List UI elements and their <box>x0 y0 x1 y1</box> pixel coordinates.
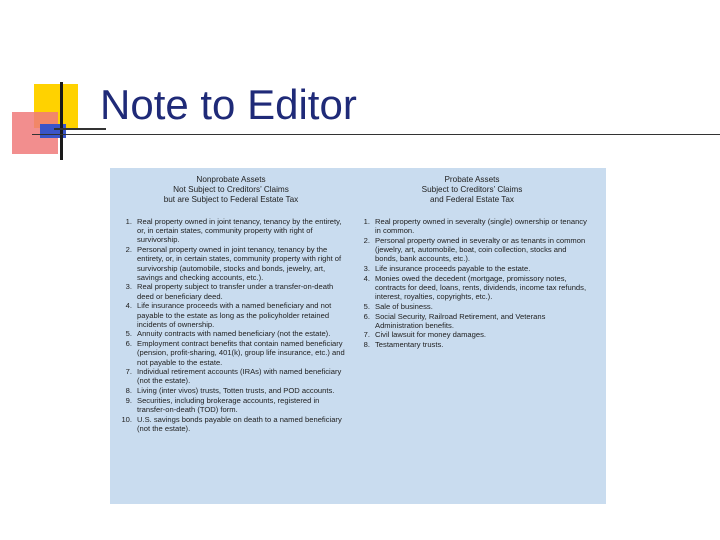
item-number: 6. <box>363 311 370 321</box>
nonprobate-item <box>116 339 346 367</box>
item-number: 1. <box>363 217 370 226</box>
nonprobate-heading: Nonprobate Assets Not Subject to Creditors’ Claims but are Subject to Federal Estate Tax <box>163 175 299 204</box>
probate-item <box>354 340 590 349</box>
item-number: 3. <box>125 282 132 292</box>
item-number: 8. <box>363 340 370 350</box>
item-text: Living (inter vivos) trusts, Totten trusts, and POD accounts. <box>137 386 335 396</box>
item-text: Personal property owned in joint tenancy, tenancy by the entirety, or, in certain states, community property with right of survivorship (automobile, stocks and bonds, jewelry, art, savings and checking accounts, etc.). <box>137 245 342 282</box>
nonprobate-item <box>116 245 346 282</box>
assets-table <box>110 168 606 504</box>
nonprobate-item <box>116 301 346 329</box>
item-number: 2. <box>125 245 132 255</box>
item-text: Individual retirement accounts (IRAs) with named beneficiary (not the estate). <box>137 367 342 386</box>
item-number: 4. <box>125 301 132 311</box>
item-number: 9. <box>125 395 132 405</box>
title-underline <box>32 134 720 135</box>
item-text: Personal property owned in severalty or as tenants in common (jewelry, art, automobile, boat, coin collection, stocks and bonds, bank accounts, etc.). <box>375 235 586 264</box>
probate-item <box>354 302 590 311</box>
item-text: Sale of business. <box>375 301 433 311</box>
item-number: 6. <box>125 339 132 349</box>
nonprobate-item <box>116 217 346 245</box>
item-number: 7. <box>125 367 132 377</box>
probate-item <box>354 264 590 273</box>
nonprobate-item <box>116 282 346 300</box>
item-number: 8. <box>125 386 132 396</box>
item-text: U.S. savings bonds payable on death to a named beneficiary (not the estate). <box>137 414 342 433</box>
nonprobate-item <box>116 367 346 385</box>
item-number: 1. <box>125 217 132 226</box>
item-text: Real property owned in joint tenancy, tenancy by the entirety, or, in certain states, community property with right of survivorship. <box>137 217 342 245</box>
item-text: Employment contract benefits that contain named beneficiary (pension, profit-sharing, 401(k), group life insurance, etc.) and not payable to the estate. <box>137 339 345 367</box>
item-number: 5. <box>125 329 132 339</box>
item-text: Annuity contracts with named beneficiary (not the estate). <box>137 329 331 339</box>
probate-item <box>354 236 590 264</box>
item-text: Monies owed the decedent (mortgage, promissory notes, contracts for deed, loans, rents, dividends, income tax refunds, interest, royalties, copyrights, etc.). <box>375 273 587 302</box>
item-text: Civil lawsuit for money damages. <box>375 330 486 340</box>
item-text: Social Security, Railroad Retirement, and Veterans Administration benefits. <box>375 311 546 330</box>
item-text: Real property owned in severalty (single) ownership or tenancy in common. <box>375 217 587 236</box>
item-number: 4. <box>363 273 370 283</box>
decor-vertical-line <box>60 82 63 160</box>
probate-item <box>354 330 590 339</box>
nonprobate-column <box>116 175 346 434</box>
item-number: 3. <box>363 264 370 274</box>
probate-item <box>354 312 590 330</box>
nonprobate-item <box>116 415 346 433</box>
probate-item <box>354 217 590 235</box>
nonprobate-item <box>116 396 346 414</box>
item-number: 7. <box>363 330 370 340</box>
item-text: Securities, including brokerage accounts, registered in transfer-on-death (TOD) form. <box>137 395 320 415</box>
nonprobate-list <box>116 217 346 433</box>
item-text: Life insurance proceeds payable to the estate. <box>375 264 531 274</box>
slide-title: Note to Editor <box>100 81 357 128</box>
item-text: Life insurance proceeds with a named beneficiary and not payable to the estate as long as the policyholder retained incidents of ownership. <box>137 301 332 329</box>
probate-column <box>354 175 590 350</box>
item-text: Real property subject to transfer under a transfer-on-death deed or beneficiary deed. <box>137 282 334 301</box>
item-text: Testamentary trusts. <box>375 340 444 350</box>
item-number: 2. <box>363 235 370 245</box>
probate-heading: Probate Assets Subject to Creditors’ Claims and Federal Estate Tax <box>421 175 523 204</box>
nonprobate-item <box>116 329 346 338</box>
decor-short-line <box>54 128 106 130</box>
item-number: 5. <box>363 301 370 311</box>
item-number: 10. <box>121 414 132 424</box>
nonprobate-item <box>116 386 346 395</box>
probate-item <box>354 274 590 302</box>
probate-list <box>354 217 590 349</box>
